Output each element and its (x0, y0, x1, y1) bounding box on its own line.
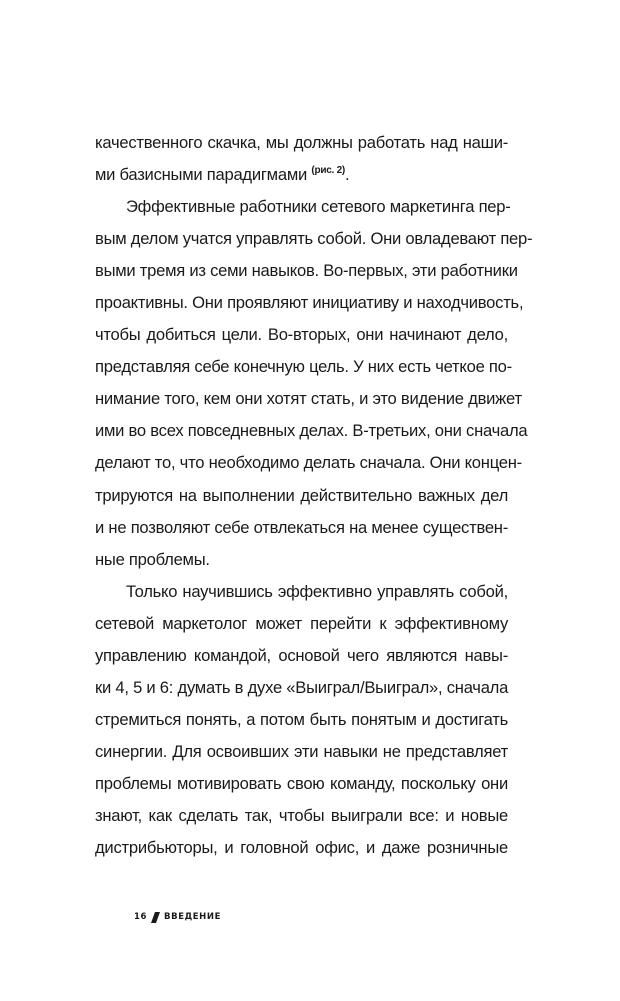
text-line: ки 4, 5 и 6: думать в духе «Выиграл/Выиграл», сначала (95, 677, 509, 697)
text-line: дистрибьюторы, и головной офис, и даже розничные (95, 838, 508, 858)
text-line: выми тремя из семи навыков. Во-первых, эти работники (95, 261, 518, 281)
text-line: представляя себе конечную цель. У них есть четкое по- (95, 357, 512, 377)
text-line: проактивны. Они проявляют инициативу и находчивость, (95, 293, 524, 313)
body-text (95, 127, 533, 864)
figure-reference: (рис. 2) (311, 165, 345, 177)
text-line: и не позволяют себе отвлекаться на менее существен- (95, 517, 508, 537)
text-line-content: ми базисными парадигмами (95, 165, 307, 185)
text-line: знают, как сделать так, чтобы выиграли все: и новые (95, 805, 508, 825)
text-line: стремиться понять, а потом быть понятым и достигать (95, 709, 508, 729)
section-title: ВВЕДЕНИЕ (164, 912, 222, 922)
text-line: Эффективные работники сетевого маркетинга пер- (126, 197, 511, 217)
text-line: трируются на выполнении действительно важных дел (95, 485, 508, 505)
text-line: ими во всех повседневных делах. В-третьих, они сначала (95, 421, 528, 441)
slash-icon (151, 912, 160, 923)
text-line: нимание того, кем они хотят стать, и это видение движет (95, 389, 522, 409)
text-line: делают то, что необходимо делать сначала. Они концен- (95, 453, 522, 473)
page-number: 16 (134, 912, 148, 922)
text-line: синергии. Для освоивших эти навыки не представляет (95, 741, 508, 761)
text-line (95, 159, 508, 191)
page-footer (134, 909, 221, 925)
text-line: управлению командой, основой чего являются навы- (95, 645, 508, 665)
text-line: Только научившись эффективно управлять собой, (126, 581, 508, 601)
text-line: качественного скачка, мы должны работать над наши- (95, 133, 508, 152)
text-line: сетевой маркетолог может перейти к эффективному (95, 613, 508, 633)
sentence-end: . (344, 165, 350, 185)
text-line: чтобы добиться цели. Во-вторых, они начинают дело, (95, 325, 508, 345)
text-line: ные проблемы. (95, 549, 210, 569)
text-line: проблемы мотивировать свою команду, поскольку они (95, 773, 508, 793)
text-line: вым делом учатся управлять собой. Они овладевают пер- (95, 229, 533, 249)
